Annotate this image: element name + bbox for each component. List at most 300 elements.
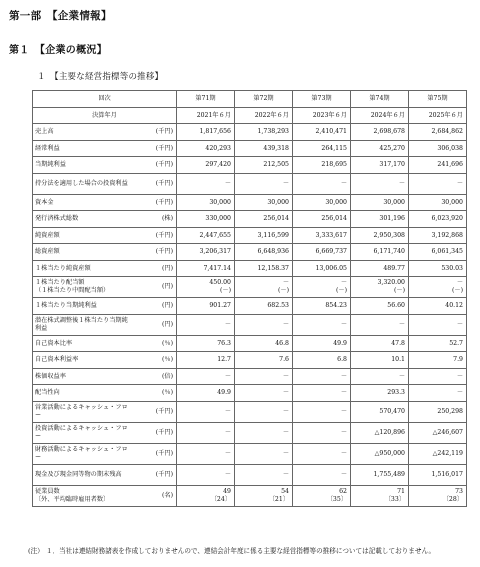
data-row [33, 352, 467, 369]
value-cell [409, 464, 467, 485]
value-text: － [224, 320, 231, 328]
data-row [33, 443, 467, 464]
value-text: － [224, 470, 231, 478]
value-cell [351, 194, 409, 211]
value-cell [409, 211, 467, 228]
row-label [33, 211, 133, 228]
value-text: － [340, 470, 347, 478]
subsection-heading: １ 【主要な経営指標等の推移】 [37, 72, 164, 82]
value-cell [177, 368, 235, 385]
value-subtext: 〔21〕 [268, 495, 289, 503]
value-cell [409, 194, 467, 211]
value-cell [235, 422, 293, 443]
value-cell [293, 211, 351, 228]
value-cell [235, 260, 293, 277]
value-cell [235, 314, 293, 335]
value-cell [293, 352, 351, 369]
row-label-text: 自己資本比率 [35, 339, 73, 347]
value-text: － [456, 320, 463, 328]
header-label: 決算年月 [33, 107, 177, 124]
value-cell [235, 368, 293, 385]
value-cell [351, 124, 409, 141]
value-cell [177, 227, 235, 244]
value-text: － [224, 449, 231, 457]
value-subtext: (－) [219, 287, 231, 294]
value-cell [351, 227, 409, 244]
data-row [33, 298, 467, 315]
value-text: 901.27 [209, 302, 231, 310]
row-unit: (倍) [133, 368, 177, 385]
value-cell [293, 227, 351, 244]
value-cell [351, 443, 409, 464]
value-cell [293, 464, 351, 485]
value-text: 56.60 [387, 302, 405, 310]
value-subtext: (－) [451, 287, 463, 294]
value-text: － [224, 407, 231, 415]
value-cell [177, 401, 235, 422]
row-label-text: 潜在株式調整後１株当たり当期純利益 [35, 317, 128, 332]
value-text: 297,420 [205, 161, 231, 169]
value-cell [293, 194, 351, 211]
value-cell [293, 422, 351, 443]
value-cell [409, 124, 467, 141]
row-label [33, 485, 133, 506]
row-label-text: 売上高 [35, 128, 54, 136]
header-cell: 第74期 [351, 91, 409, 108]
value-text: － [282, 179, 289, 187]
value-text: 530.03 [441, 264, 463, 272]
row-unit: (名) [133, 485, 177, 506]
value-subtext: 〔24〕 [210, 495, 231, 503]
header-cell: 第73期 [293, 91, 351, 108]
value-cell [351, 401, 409, 422]
row-label-text: 自己資本利益率 [35, 356, 79, 364]
row-label [33, 368, 133, 385]
value-cell [409, 277, 467, 298]
data-row [33, 335, 467, 352]
data-row [33, 485, 467, 506]
value-cell [293, 368, 351, 385]
value-text: 317,170 [379, 161, 405, 169]
value-text: 12,158.37 [257, 264, 289, 272]
value-cell [235, 173, 293, 194]
value-cell [177, 124, 235, 141]
value-cell [351, 298, 409, 315]
value-cell [409, 140, 467, 157]
data-row [33, 227, 467, 244]
value-cell [293, 335, 351, 352]
value-text: 6,669,737 [315, 248, 347, 256]
header-cell: 第75期 [409, 91, 467, 108]
row-label [33, 227, 133, 244]
value-cell [235, 124, 293, 141]
value-text: － [340, 372, 347, 380]
row-unit: (千円) [133, 422, 177, 443]
value-cell [177, 422, 235, 443]
value-cell [409, 244, 467, 261]
value-text: 6,061,345 [431, 248, 463, 256]
row-label [33, 443, 133, 464]
value-text: 73 [455, 487, 463, 495]
value-cell [351, 244, 409, 261]
row-label [33, 260, 133, 277]
row-label-text: 従業員数 [35, 487, 60, 495]
value-text: 6,023,920 [431, 215, 463, 223]
value-cell [409, 314, 467, 335]
value-cell [235, 335, 293, 352]
value-cell [409, 443, 467, 464]
row-label [33, 173, 133, 194]
value-cell [409, 227, 467, 244]
value-cell [293, 385, 351, 402]
value-text: 10.1 [391, 356, 405, 364]
data-row [33, 194, 467, 211]
value-text: － [282, 428, 289, 436]
value-cell [409, 260, 467, 277]
value-cell [293, 244, 351, 261]
value-cell [235, 244, 293, 261]
value-text: 6,171,740 [373, 248, 405, 256]
value-cell [177, 260, 235, 277]
value-cell [351, 140, 409, 157]
value-text: 1,516,017 [431, 470, 463, 478]
value-text: 49.9 [333, 339, 347, 347]
value-text: － [224, 428, 231, 436]
value-text: 241,696 [437, 161, 463, 169]
row-label [33, 422, 133, 443]
value-cell [177, 211, 235, 228]
row-label [33, 401, 133, 422]
value-text: 7.6 [279, 356, 289, 364]
value-cell [235, 157, 293, 174]
data-row [33, 422, 467, 443]
value-cell [409, 157, 467, 174]
header-cell: 2022年６月 [235, 107, 293, 124]
value-cell [351, 173, 409, 194]
value-text: 30,000 [325, 198, 347, 206]
row-label [33, 464, 133, 485]
value-text: △242,119 [432, 449, 463, 457]
value-subtext: 〔35〕 [326, 495, 347, 503]
row-unit: (千円) [133, 464, 177, 485]
value-text: 3,320.00 [377, 279, 405, 287]
row-label [33, 314, 133, 335]
value-cell [235, 464, 293, 485]
value-cell [293, 157, 351, 174]
value-text: 218,695 [321, 161, 347, 169]
value-text: － [456, 389, 463, 397]
data-row [33, 244, 467, 261]
value-text: － [340, 428, 347, 436]
value-cell [409, 173, 467, 194]
header-cell: 2024年６月 [351, 107, 409, 124]
value-cell [409, 335, 467, 352]
value-text: 2,684,862 [431, 128, 463, 136]
header-label: 回次 [33, 91, 177, 108]
value-cell [351, 422, 409, 443]
row-unit: (円) [133, 298, 177, 315]
value-cell [293, 173, 351, 194]
value-cell [293, 277, 351, 298]
value-cell [177, 314, 235, 335]
row-label-text: 総資産額 [35, 248, 60, 256]
row-unit: (％) [133, 352, 177, 369]
value-text: △950,000 [374, 449, 405, 457]
row-label-subtext: （１株当たり中間配当額） [35, 287, 110, 294]
row-label [33, 244, 133, 261]
value-cell [409, 352, 467, 369]
value-cell [293, 260, 351, 277]
data-row [33, 401, 467, 422]
value-cell [293, 124, 351, 141]
row-label [33, 335, 133, 352]
value-text: 250,298 [437, 407, 463, 415]
row-label [33, 157, 133, 174]
value-cell [409, 401, 467, 422]
value-cell [351, 211, 409, 228]
value-text: － [282, 389, 289, 397]
value-cell [177, 140, 235, 157]
value-text: 52.7 [449, 339, 463, 347]
value-text: － [282, 407, 289, 415]
value-text: － [340, 279, 347, 287]
value-text: 2,447,655 [199, 231, 231, 239]
value-text: 264,115 [321, 144, 347, 152]
row-unit: (千円) [133, 157, 177, 174]
row-label-text: 経常利益 [35, 144, 60, 152]
value-cell [351, 277, 409, 298]
value-text: 3,206,317 [199, 248, 231, 256]
header-row-fiscal-month [33, 107, 467, 124]
value-cell [235, 298, 293, 315]
header-cell: 2023年６月 [293, 107, 351, 124]
value-cell [177, 443, 235, 464]
value-subtext: 〔33〕 [384, 495, 405, 503]
value-text: 76.3 [217, 339, 231, 347]
value-text: 49.9 [217, 389, 231, 397]
value-cell [409, 385, 467, 402]
value-text: 49 [223, 487, 231, 495]
value-cell [409, 298, 467, 315]
value-text: － [340, 320, 347, 328]
value-text: 854.23 [325, 302, 347, 310]
row-label-text: 資本金 [35, 198, 54, 206]
value-text: － [282, 449, 289, 457]
row-unit: (円) [133, 260, 177, 277]
financial-indicators-table [32, 90, 467, 507]
value-text: － [456, 279, 463, 287]
row-label [33, 298, 133, 315]
value-cell [177, 385, 235, 402]
value-text: 212,505 [263, 161, 289, 169]
value-text: 3,192,868 [431, 231, 463, 239]
value-text: 682.53 [267, 302, 289, 310]
value-text: － [340, 179, 347, 187]
value-cell [235, 140, 293, 157]
header-cell: 第71期 [177, 91, 235, 108]
row-unit: (千円) [133, 401, 177, 422]
row-label-subtext: 〔外、平均臨時雇用者数〕 [35, 495, 110, 503]
row-label [33, 124, 133, 141]
data-row [33, 385, 467, 402]
row-label-text: 配当性向 [35, 389, 60, 397]
row-label [33, 277, 133, 298]
value-text: － [456, 372, 463, 380]
value-cell [235, 385, 293, 402]
row-unit: (千円) [133, 244, 177, 261]
value-text: 1,755,489 [373, 470, 405, 478]
data-row [33, 211, 467, 228]
value-cell [235, 211, 293, 228]
part-heading: 第一部 【企業情報】 [9, 10, 112, 22]
value-text: － [398, 320, 405, 328]
value-cell [351, 260, 409, 277]
value-text: 30,000 [441, 198, 463, 206]
value-cell [235, 401, 293, 422]
value-cell [235, 352, 293, 369]
row-unit: (千円) [133, 124, 177, 141]
data-row [33, 314, 467, 335]
value-subtext: (－) [393, 287, 405, 294]
row-label-text: 投資活動によるキャッシュ・フロー [35, 425, 128, 440]
value-subtext: (－) [277, 287, 289, 294]
value-cell [293, 443, 351, 464]
row-label-text: １株当たり当期純利益 [35, 302, 97, 310]
row-unit: (千円) [133, 227, 177, 244]
value-cell [177, 298, 235, 315]
value-cell [235, 227, 293, 244]
value-cell [177, 464, 235, 485]
value-text: － [282, 279, 289, 287]
value-text: － [282, 470, 289, 478]
row-label-text: 営業活動によるキャッシュ・フロー [35, 404, 128, 419]
value-text: 30,000 [209, 198, 231, 206]
value-cell [177, 244, 235, 261]
value-text: 6,648,936 [257, 248, 289, 256]
value-cell [177, 352, 235, 369]
value-cell [409, 485, 467, 506]
value-text: 46.8 [275, 339, 289, 347]
data-row [33, 260, 467, 277]
value-text: 30,000 [267, 198, 289, 206]
value-cell [351, 368, 409, 385]
value-text: 450.00 [209, 279, 231, 287]
row-label [33, 140, 133, 157]
value-text: － [340, 389, 347, 397]
value-cell [293, 140, 351, 157]
value-cell [177, 157, 235, 174]
value-text: 1,817,656 [199, 128, 231, 136]
row-unit: (千円) [133, 194, 177, 211]
row-label-text: １株当たり配当額 [35, 279, 85, 287]
value-text: 62 [339, 487, 347, 495]
data-row [33, 464, 467, 485]
value-cell [351, 335, 409, 352]
footnote-tag: (注） [28, 547, 44, 555]
header-cell: 2025年６月 [409, 107, 467, 124]
row-label-text: 純資産額 [35, 231, 60, 239]
header-cell: 第72期 [235, 91, 293, 108]
data-row [33, 157, 467, 174]
value-text: 301,196 [379, 215, 405, 223]
value-text: － [282, 372, 289, 380]
value-text: 54 [281, 487, 289, 495]
value-cell [235, 485, 293, 506]
value-text: 3,333,617 [315, 231, 347, 239]
value-text: 3,116,599 [257, 231, 289, 239]
header-cell: 2021年６月 [177, 107, 235, 124]
value-text: 30,000 [383, 198, 405, 206]
row-label-text: 財務活動によるキャッシュ・フロー [35, 446, 128, 461]
data-row [33, 368, 467, 385]
value-text: 2,950,308 [373, 231, 405, 239]
value-text: 306,038 [437, 144, 463, 152]
value-text: － [398, 179, 405, 187]
value-cell [351, 464, 409, 485]
value-cell [177, 485, 235, 506]
row-unit: (円) [133, 277, 177, 298]
value-cell [409, 422, 467, 443]
value-text: △246,607 [432, 428, 463, 436]
value-text: － [340, 407, 347, 415]
data-row [33, 173, 467, 194]
value-cell [409, 368, 467, 385]
value-text: 1,738,293 [257, 128, 289, 136]
value-text: 330,000 [205, 215, 231, 223]
row-label [33, 352, 133, 369]
row-unit: (千円) [133, 140, 177, 157]
value-text: 420,293 [205, 144, 231, 152]
row-label [33, 385, 133, 402]
value-cell [351, 385, 409, 402]
row-unit: (％) [133, 385, 177, 402]
row-label-text: 株価収益率 [35, 372, 66, 380]
footnote [28, 547, 472, 556]
value-cell [235, 443, 293, 464]
value-cell [351, 352, 409, 369]
value-subtext: (－) [335, 287, 347, 294]
value-text: － [224, 179, 231, 187]
data-row [33, 277, 467, 298]
value-cell [293, 401, 351, 422]
row-unit: (株) [133, 211, 177, 228]
value-text: △120,896 [374, 428, 405, 436]
value-cell [177, 194, 235, 211]
value-cell [177, 173, 235, 194]
value-cell [293, 314, 351, 335]
value-cell [351, 157, 409, 174]
value-text: 71 [397, 487, 405, 495]
value-text: 256,014 [321, 215, 347, 223]
value-cell [177, 335, 235, 352]
value-text: － [398, 372, 405, 380]
row-label-text: 持分法を適用した場合の投資利益 [35, 179, 128, 187]
value-text: 47.8 [391, 339, 405, 347]
value-text: 256,014 [263, 215, 289, 223]
section-heading: 第１ 【企業の概況】 [9, 45, 107, 56]
row-label-text: １株当たり純資産額 [35, 264, 91, 272]
row-unit: (％) [133, 335, 177, 352]
row-unit: (千円) [133, 173, 177, 194]
row-label [33, 194, 133, 211]
value-subtext: 〔28〕 [442, 495, 463, 503]
value-text: － [340, 449, 347, 457]
value-text: 6.8 [337, 356, 347, 364]
row-label-text: 発行済株式総数 [35, 215, 79, 223]
row-label-text: 現金及び現金同等物の期末残高 [35, 470, 122, 478]
header-row-period [33, 91, 467, 108]
value-text: 570,470 [379, 407, 405, 415]
